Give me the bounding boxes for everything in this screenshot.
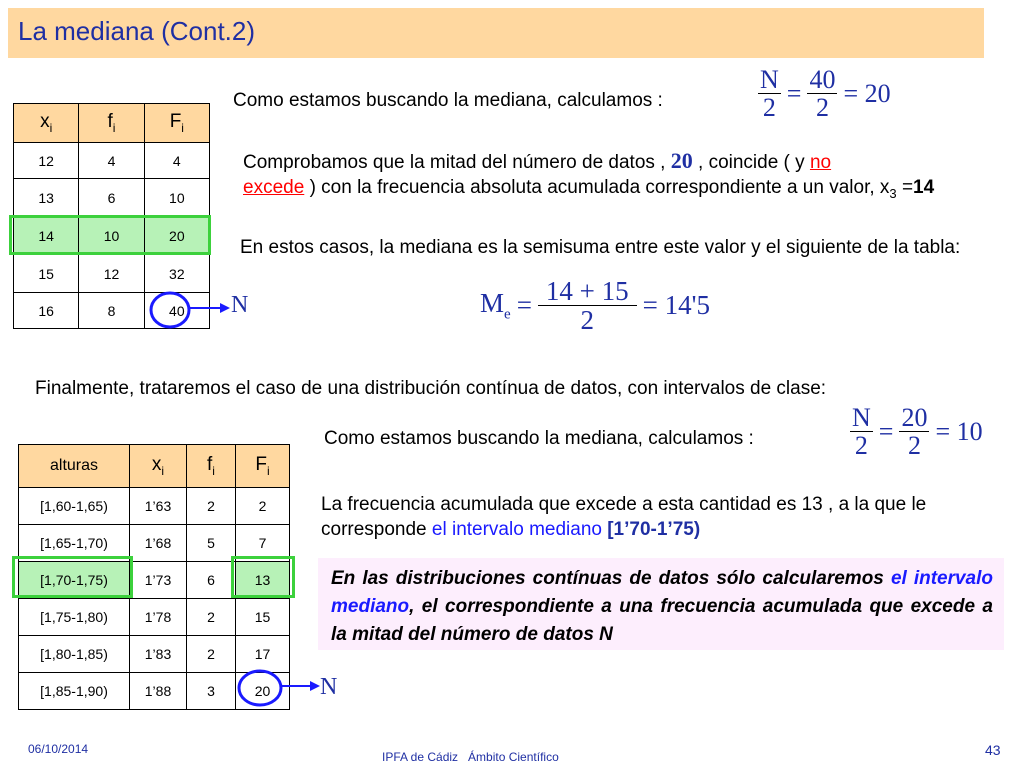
highlight-outline	[9, 215, 211, 255]
highlight-outline-interval	[12, 556, 133, 598]
formula-result: = 20	[843, 78, 891, 108]
cell: 6	[187, 562, 236, 599]
table-row	[14, 179, 210, 217]
cell: 15	[236, 599, 290, 636]
median-den: 2	[580, 305, 595, 336]
n-label-1: N	[231, 292, 249, 318]
median-lhs: $M_e$	[480, 288, 511, 323]
formula2-eq: =	[878, 416, 894, 446]
cell: 8	[79, 293, 144, 329]
cell: 10	[144, 179, 209, 217]
header-fi: $f_i$	[79, 104, 144, 143]
median-num: 14 + 15	[538, 277, 637, 306]
cell: 10	[79, 217, 144, 255]
footer-page: 43	[985, 742, 1001, 758]
section2-formula	[850, 404, 983, 460]
slide-title: La mediana (Cont.2)	[18, 16, 256, 46]
median-result: = 14'5	[642, 290, 710, 321]
cell: 20	[144, 217, 209, 255]
section2-intro: Finalmente, trataremos el caso de una distribución contínua de datos, con intervalos de clase:	[35, 378, 827, 399]
cell: 1’78	[130, 599, 187, 636]
section1-formula	[758, 66, 891, 122]
cell: 6	[79, 179, 144, 217]
median-eq: =	[516, 290, 532, 321]
cell: [1,65-1,70)	[19, 525, 130, 562]
cell: 4	[144, 143, 209, 179]
freq-paragraph: La frecuencia acumulada que excede a esta cantidad es 13 , a la que le corresponde el intervalo mediano [1’70-1’75)	[321, 494, 927, 540]
cell: 1’83	[130, 636, 187, 673]
cell: 1’68	[130, 525, 187, 562]
header-fi: $f_i$	[187, 445, 236, 488]
formula-d2: 2	[815, 93, 829, 123]
section2-calc: Como estamos buscando la mediana, calculamos :	[324, 428, 754, 449]
footer-date: 06/10/2014	[28, 742, 89, 756]
table-row	[19, 599, 290, 636]
cell: 5	[187, 525, 236, 562]
formula-d1: 2	[762, 93, 776, 123]
formula-n2: 40	[809, 65, 836, 94]
table-row	[14, 143, 210, 179]
cell: 13	[14, 179, 79, 217]
cell: 2	[187, 636, 236, 673]
cell: 1’88	[130, 673, 187, 710]
median-formula	[480, 277, 710, 335]
cell: 14	[14, 217, 79, 255]
table-header-row	[19, 445, 290, 488]
formula2-n: N	[852, 403, 871, 432]
cell: [1,85-1,90)	[19, 673, 130, 710]
cell: 2	[236, 488, 290, 525]
cell: 1’73	[130, 562, 187, 599]
cell: 13	[236, 562, 290, 599]
cell: 40	[144, 293, 209, 329]
note-text: En las distribuciones contínuas de datos sólo calcularemos el intervalo mediano, el correspondiente a una frecuencia acumulada que excede a la mitad del número de datos N	[331, 568, 994, 645]
header-Fi: $F_i$	[144, 104, 209, 143]
n-label-2: N	[320, 674, 338, 700]
cell: [1,75-1,80)	[19, 599, 130, 636]
formula2-d2: 2	[907, 431, 921, 461]
footer-center: IPFA de Cádiz Ámbito Científico	[382, 750, 559, 764]
cell: [1,70-1,75)	[19, 562, 130, 599]
header-alturas: alturas	[19, 445, 130, 488]
cell: 4	[79, 143, 144, 179]
formula2-n2: 20	[901, 403, 928, 432]
cell: [1,80-1,85)	[19, 636, 130, 673]
header-Fi: $F_i$	[236, 445, 290, 488]
cell: 32	[144, 255, 209, 293]
formula-n: N	[760, 65, 779, 94]
arrow-annotation-2	[230, 664, 330, 712]
table-row	[19, 488, 290, 525]
cell: [1,60-1,65)	[19, 488, 130, 525]
cell: 17	[236, 636, 290, 673]
cell: 2	[187, 488, 236, 525]
table-header-row	[14, 104, 210, 143]
formula2-result: = 10	[935, 416, 983, 446]
cell: 12	[14, 143, 79, 179]
cell: 12	[79, 255, 144, 293]
check-paragraph: Comprobamos que la mitad del número de datos , 20 , coincide ( y no excede ) con la frecuencia absoluta acumulada correspondiente a un valor, $x_3 =14$	[243, 148, 935, 201]
cell: 2	[187, 599, 236, 636]
header-xi: $x_i$	[14, 104, 79, 143]
cell: 7	[236, 525, 290, 562]
cell: 1’63	[130, 488, 187, 525]
cell: 15	[14, 255, 79, 293]
cell: 16	[14, 293, 79, 329]
formula2-d1: 2	[854, 431, 868, 461]
cell: 20	[236, 673, 290, 710]
highlight-outline-F	[231, 556, 295, 598]
semisuma-paragraph: En estos casos, la mediana es la semisuma entre este valor y el siguiente de la tabla:	[240, 237, 961, 258]
formula-eq: =	[786, 78, 802, 108]
header-xi: $x_i$	[130, 445, 187, 488]
cell: 3	[187, 673, 236, 710]
section1-intro: Como estamos buscando la mediana, calculamos :	[233, 90, 663, 111]
